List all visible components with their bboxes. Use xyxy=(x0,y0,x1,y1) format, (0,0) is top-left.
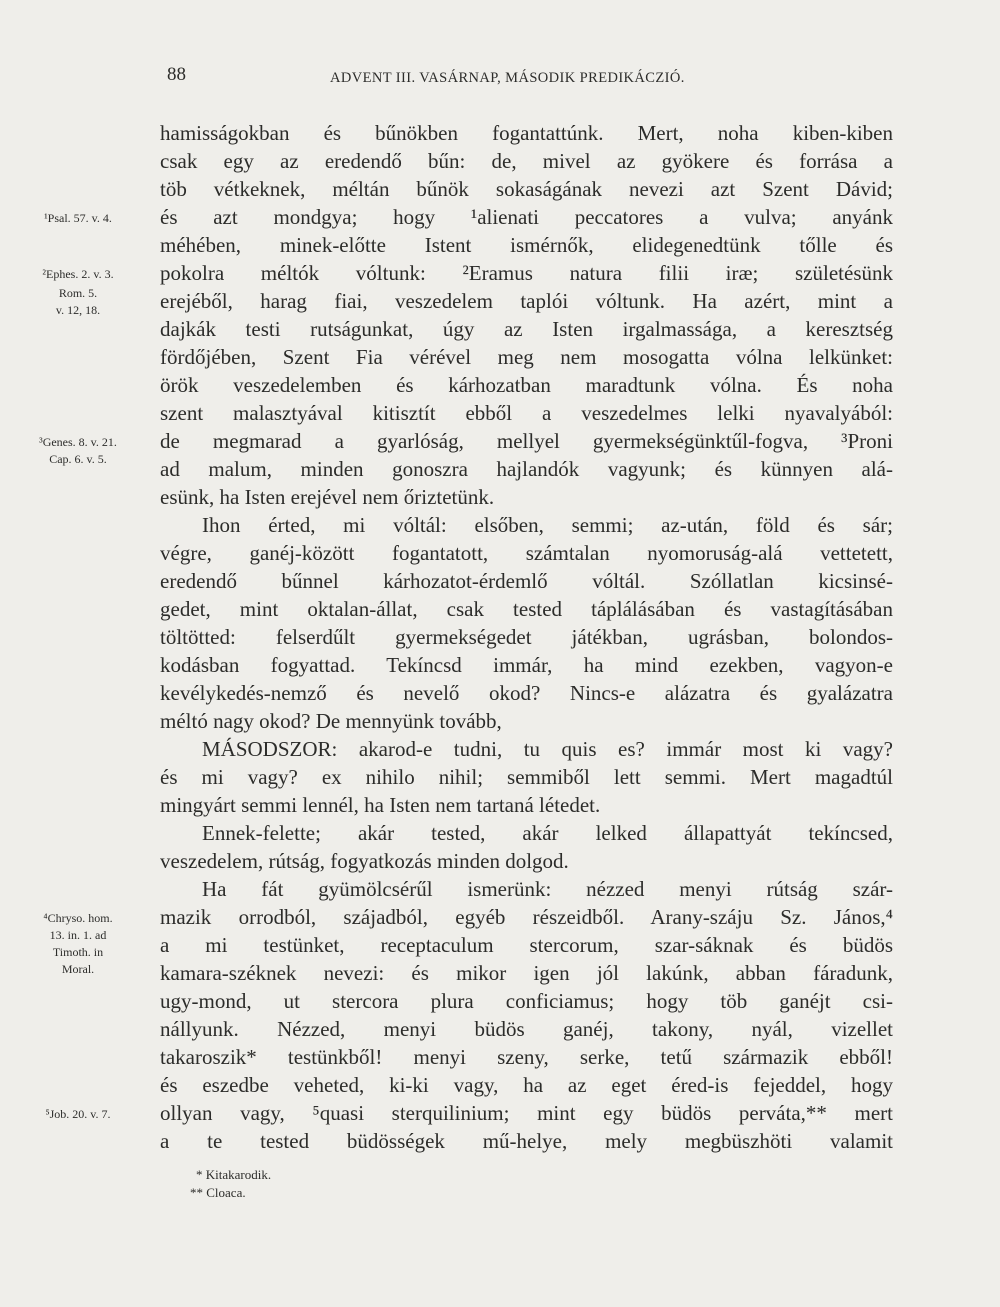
margin-note: Moral. xyxy=(61,962,95,976)
margin-note: v. 12, 18. xyxy=(55,303,101,317)
text-line: esünk, ha Isten erejével nem őriztetünk. xyxy=(160,485,495,509)
margin-note: ⁵Job. 20. v. 7. xyxy=(45,1107,111,1121)
text-line: méltó nagy okod? De mennyünk tovább, xyxy=(160,709,502,733)
text-line: gedet, mint oktalan-állat, csak tested táplálásában és vastagításában xyxy=(160,597,893,621)
text-line: Ennek-felette; akár tested, akár lelked állapattyát tekíncsed, xyxy=(202,821,893,845)
text-line: dajkák testi rutságunkat, úgy az Isten irgalmassága, a keresztség xyxy=(160,317,893,341)
margin-note: Cap. 6. v. 5. xyxy=(49,452,107,466)
text-line: mingyárt semmi lennél, ha Isten nem tartaná létedet. xyxy=(160,793,601,817)
footnote: ** Cloaca. xyxy=(190,1185,246,1200)
text-line: kevélykedés-nemző és nevelő okod? Nincs-e alázatra és gyalázatra xyxy=(160,681,893,705)
text-line: és mi vagy? ex nihilo nihil; semmiből lett semmi. Mert magadtúl xyxy=(160,765,893,789)
margin-note: ¹Psal. 57. v. 4. xyxy=(44,211,112,225)
text-line: eredendő bűnnel kárhozatot-érdemlő vóltál. Szóllatlan kicsinsé- xyxy=(160,569,893,593)
running-head: ADVENT III. VASÁRNAP, MÁSODIK PREDIKÁCZIÓ. xyxy=(330,70,685,86)
text-line: csak egy az eredendő bűn: de, mivel az gyökere és forrása a xyxy=(160,149,893,173)
margin-note: ²Ephes. 2. v. 3. xyxy=(42,267,114,281)
text-line: veszedelem, rútság, fogyatkozás minden dolgod. xyxy=(160,849,569,873)
footnote: * Kitakarodik. xyxy=(196,1167,272,1182)
page-number: 88 xyxy=(167,64,186,85)
text-line: végre, ganéj-között fogantatott, számtalan nyomoruság-alá vettetett, xyxy=(160,541,893,565)
text-line: takaroszik* testünkből! menyi szeny, serke, tetű származik ebből! xyxy=(160,1045,893,1069)
text-line: Ihon érted, mi vóltál: elsőben, semmi; az-után, föld és sár; xyxy=(202,513,893,537)
text-line: fördőjében, Szent Fia vérével meg nem mosogatta vólna lelkünket: xyxy=(160,345,893,369)
text-line: ad malum, minden gonoszra hajlandók vagyunk; és künnyen alá- xyxy=(160,457,893,481)
text-line: erejéből, harag fiai, veszedelem taplói vóltunk. Ha azért, mint a xyxy=(160,289,893,313)
margin-note: 13. in. 1. ad xyxy=(49,928,107,942)
text-line: pokolra méltók vóltunk: ²Eramus natura filii iræ; születésünk xyxy=(160,261,893,285)
text-line: a mi testünket, receptaculum stercorum, szar-sáknak és büdös xyxy=(160,933,893,957)
text-line: de megmarad a gyarlóság, mellyel gyermekségünktűl-fogva, ³Proni xyxy=(160,429,893,453)
text-line: MÁSODSZOR: akarod-e tudni, tu quis es? immár most ki vagy? xyxy=(202,737,893,761)
text-line: ollyan vagy, ⁵quasi sterquilinium; mint egy büdös perváta,** mert xyxy=(160,1101,893,1125)
text-line: a te tested büdösségek mű-helye, mely megbüszhöti valamit xyxy=(160,1129,893,1153)
text-line: kodásban fogyattad. Tekíncsd immár, ha mind ezekben, vagyon-e xyxy=(160,653,893,677)
text-line: töltötted: felserdűlt gyermekségedet játékban, ugrásban, bolondos- xyxy=(160,625,893,649)
text-line: nállyunk. Nézzed, menyi büdös ganéj, takony, nyál, vizellet xyxy=(160,1017,893,1041)
margin-note: ³Genes. 8. v. 21. xyxy=(39,435,117,449)
page-header xyxy=(160,64,900,92)
margin-note: Rom. 5. xyxy=(58,286,98,300)
text-line: hamisságokban és bűnökben fogantattúnk. Mert, noha kiben-kiben xyxy=(160,121,893,145)
text-line: szent malasztyával kitisztít ebből a veszedelmes lelki nyavalyából: xyxy=(160,401,893,425)
text-line: Ha fát gyümölcsérűl ismerünk: nézzed menyi rútság szár- xyxy=(202,877,893,901)
text-line: méhében, minek-előtte Istent ismérnők, elidegenedtünk tőlle és xyxy=(160,233,893,257)
text-line: és eszedbe veheted, ki-ki vagy, ha az eget éred-is fejeddel, hogy xyxy=(160,1073,893,1097)
margin-note: Timoth. in xyxy=(52,945,104,959)
text-line: kamara-széknek nevezi: és mikor igen jól lakúnk, abban fáradunk, xyxy=(160,961,893,985)
text-line: és azt mondgya; hogy ¹alienati peccatores a vulva; anyánk xyxy=(160,205,893,229)
margin-note: ⁴Chryso. hom. xyxy=(43,911,113,925)
text-line: mazik orrodból, szájadból, egyéb részeidből. Arany-száju Sz. János,⁴ xyxy=(160,905,893,929)
text-line: ugy-mond, ut stercora plura conficiamus; hogy töb ganéjt csi- xyxy=(160,989,893,1013)
text-line: örök veszedelemben és kárhozatban maradtunk vólna. És noha xyxy=(160,373,893,397)
text-line: töb vétkeknek, méltán bűnök sokaságának nevezi azt Szent Dávid; xyxy=(160,177,893,201)
